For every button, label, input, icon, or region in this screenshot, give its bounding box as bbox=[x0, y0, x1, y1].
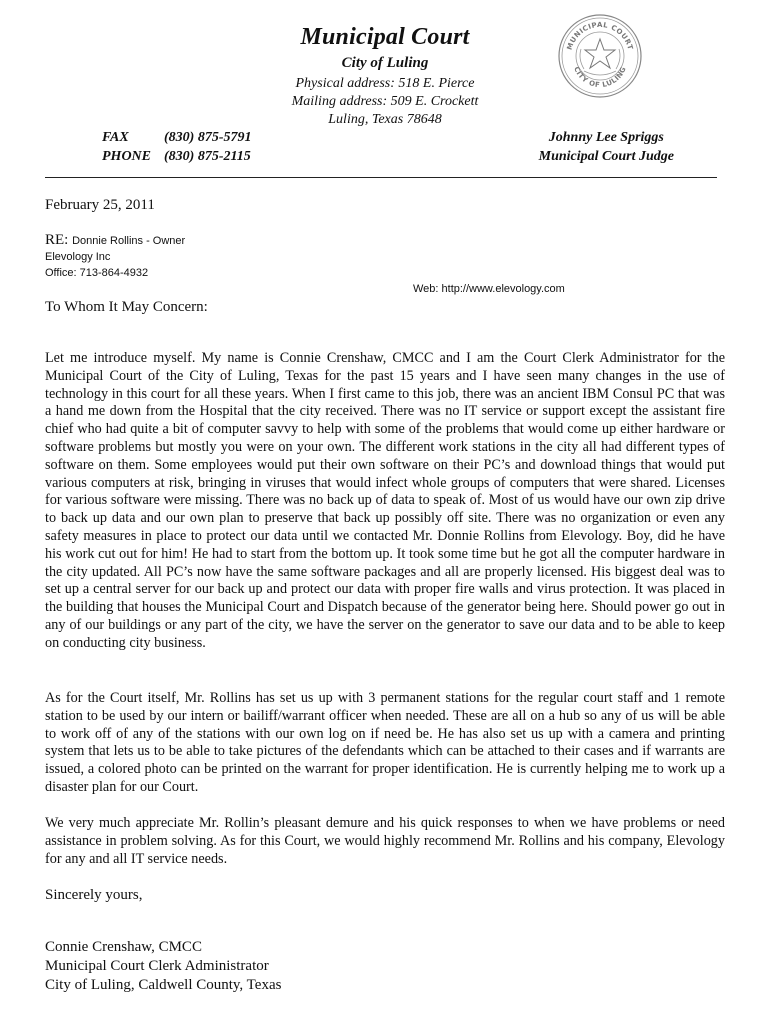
header-divider bbox=[45, 177, 717, 178]
court-seal-icon bbox=[557, 13, 643, 99]
court-title: Municipal Court bbox=[300, 24, 470, 50]
re-line bbox=[45, 232, 185, 249]
paragraph-1: Let me introduce myself. My name is Connie Crenshaw, CMCC and I am the Court Clerk Administrator for the Municipal Court of the City of Luling, Texas for the past 15 years and I have seen many changes in the use of technology in this court for all these years. When I first came to this job, there was an ancient IBM Consul PC that was a hand me down from the Hospital that the city received. There was no IT service or support except the assistant fire chief who had quite a bit of computer savvy to help with some of the problems that would come up either hardware or software problems but mostly you were on your own. The different work stations in the city all had different types of software on them. Some employees would put their own software on their PC’s and download things that would put various computers at risk, bringing in viruses that would infect whole groups of computers that were shared. Licenses for various software were missing. There was no back up of data to speak of. Most of us would have our own zip drive to back up data and our own plan to preserve that back up possibly off site. There was no organization or even any safety measures in place to protect our data until we contacted Mr. Donnie Rollins from Elevology. Boy, did he have his work cut out for him! He had to start from the bottom up. It took some time but he got all the computer hardware in the city updated. All PC’s now have the same software packages and all are properly licensed. His biggest deal was to set up a central server for our back up and protect our data with proper fire walls and virus protection. It was placed in the building that houses the Municipal Court and Dispatch because of the generator being here. Should power go out in any of our buildings or any part of the city, we have the server on the generator to save our data and to be able to keep on conducting city business. bbox=[45, 350, 725, 651]
re-name: Donnie Rollins - Owner bbox=[72, 235, 186, 247]
fax-number: (830) 875-5791 bbox=[164, 130, 252, 145]
fax-label: FAX bbox=[102, 130, 129, 145]
re-web: Web: http://www.elevology.com bbox=[413, 283, 565, 295]
judge-block bbox=[539, 128, 674, 166]
re-label: RE: bbox=[45, 232, 69, 248]
svg-text:MUNICIPAL COURT bbox=[566, 21, 635, 51]
paragraph-2: As for the Court itself, Mr. Rollins has set us up with 3 permanent stations for the regular court staff and 1 remote station to be used by our intern or bailiff/warrant officer when needed. These are all on a hub so any of us will be able to work off of any of the stations with our own log on if need be. He has also set us up with a camera and printing system that lets us to be able to take pictures of the defendants which can be attached to their cases and if warrants are issued, a colored photo can be printed on the warrant for proper identification. He is currently helping me to work up a disaster plan for our Court. bbox=[45, 690, 725, 795]
greeting: To Whom It May Concern: bbox=[45, 299, 208, 315]
paragraph-3: We very much appreciate Mr. Rollin’s pleasant demure and his quick responses to when we have problems or need assistance in problem solving. As for this Court, we would highly recommend Mr. Rollins and his company, Elevology for any and all IT service needs. bbox=[45, 815, 725, 867]
mailing-address: Mailing address: 509 E. Crockett bbox=[291, 94, 479, 109]
signature-block bbox=[45, 938, 281, 995]
re-office: Office: 713-864-4932 bbox=[45, 267, 149, 279]
letter-date: February 25, 2011 bbox=[45, 197, 155, 213]
closing: Sincerely yours, bbox=[45, 887, 143, 903]
re-company: Elevology Inc bbox=[45, 251, 111, 263]
fax-line bbox=[102, 128, 252, 147]
phone-line bbox=[102, 147, 252, 166]
judge-title: Municipal Court Judge bbox=[538, 149, 674, 164]
contact-block bbox=[102, 128, 252, 166]
city-name: City of Luling bbox=[341, 55, 429, 71]
seal-text-bottom: CITY OF LULING bbox=[572, 65, 628, 90]
city-state-zip: Luling, Texas 78648 bbox=[328, 112, 442, 127]
signer-name: Connie Crenshaw, CMCC bbox=[45, 939, 202, 955]
seal-text-top: MUNICIPAL COURT bbox=[565, 21, 635, 52]
physical-address: Physical address: 518 E. Pierce bbox=[295, 76, 475, 91]
phone-label: PHONE bbox=[102, 149, 151, 164]
svg-text:CITY OF LULING bbox=[572, 65, 628, 89]
signer-org: City of Luling, Caldwell County, Texas bbox=[45, 977, 282, 993]
judge-name: Johnny Lee Spriggs bbox=[548, 130, 664, 145]
signer-title: Municipal Court Clerk Administrator bbox=[45, 958, 269, 974]
phone-number: (830) 875-2115 bbox=[164, 149, 251, 164]
